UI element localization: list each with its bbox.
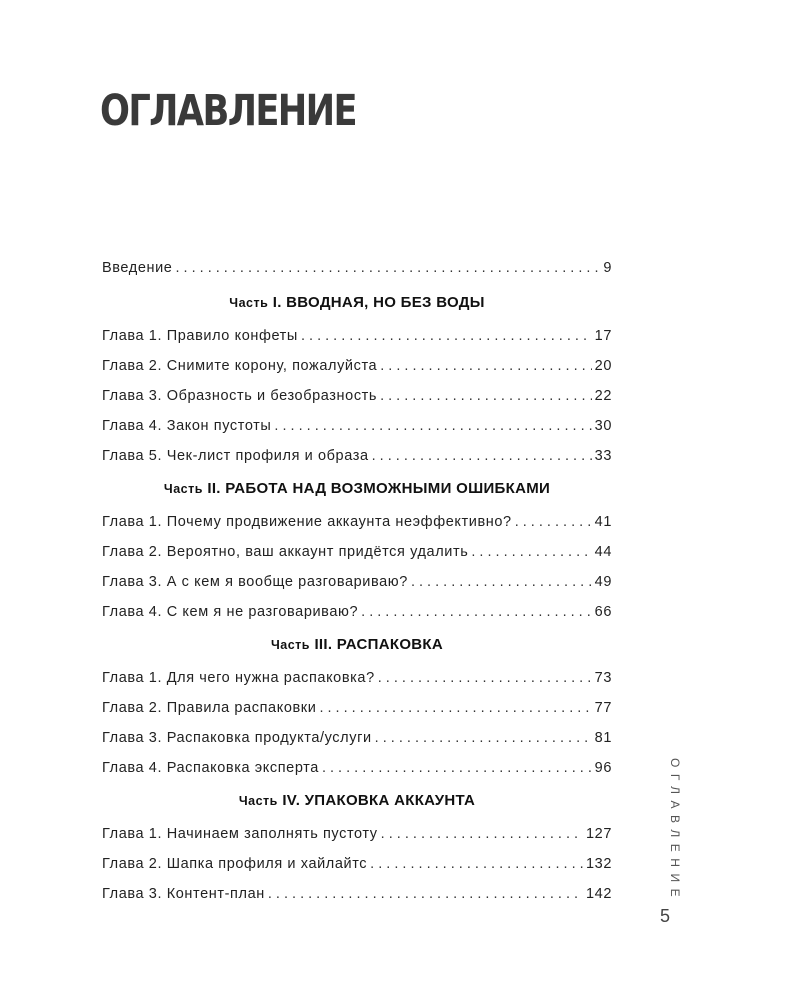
- table-of-contents: [102, 253, 612, 909]
- entry-label: Глава 1. Почему продвижение аккаунта неэффективно?: [102, 514, 512, 530]
- toc-entry: [102, 723, 612, 753]
- entry-page-number: 17: [594, 328, 612, 344]
- dot-leader: [301, 321, 592, 351]
- toc-entry: [102, 507, 612, 537]
- entry-page-number: 73: [594, 670, 612, 686]
- toc-entry: [102, 321, 612, 351]
- entry-label: Глава 1. Правило конфеты: [102, 328, 298, 344]
- entry-page-number: 96: [594, 760, 612, 776]
- toc-entry: [102, 879, 612, 909]
- entry-label: Введение: [102, 260, 173, 276]
- toc-entry: [102, 537, 612, 567]
- toc-entry: [102, 351, 612, 381]
- entry-label: Глава 3. Образность и безобразность: [102, 388, 378, 404]
- page-number: 5: [660, 906, 671, 926]
- dot-leader: [361, 597, 592, 627]
- part-heading: [102, 627, 612, 663]
- toc-entry: [102, 441, 612, 471]
- dot-leader: [274, 411, 591, 441]
- entry-label: Глава 2. Шапка профиля и хайлайтс: [102, 856, 368, 872]
- entry-label: Глава 2. Снимите корону, пожалуйста: [102, 358, 378, 374]
- toc-entry: [102, 693, 612, 723]
- toc-entry: [102, 663, 612, 693]
- dot-leader: [375, 723, 592, 753]
- part-prefix: Часть: [238, 794, 278, 808]
- part-title: III. РАСПАКОВКА: [314, 636, 444, 653]
- entry-label: Глава 4. С кем я не разговариваю?: [102, 604, 359, 620]
- dot-leader: [175, 253, 600, 283]
- entry-page-number: 33: [594, 448, 612, 464]
- entry-page-number: 127: [586, 826, 612, 842]
- entry-page-number: 81: [594, 730, 612, 746]
- dot-leader: [471, 537, 591, 567]
- entry-label: Глава 3. Контент-план: [102, 886, 265, 902]
- dot-leader: [322, 753, 592, 783]
- entry-label: Глава 1. Для чего нужна распаковка?: [102, 670, 375, 686]
- entry-page-number: 9: [603, 260, 612, 276]
- part-heading: [102, 471, 612, 507]
- entry-label: Глава 2. Правила распаковки: [102, 700, 317, 716]
- entry-page-number: 132: [586, 856, 612, 872]
- entry-label: Глава 3. Распаковка продукта/услуги: [102, 730, 372, 746]
- toc-entry: [102, 849, 612, 879]
- part-prefix: Часть: [270, 638, 310, 652]
- toc-entry: [102, 567, 612, 597]
- dot-leader: [370, 849, 583, 879]
- entry-label: Глава 3. А с кем я вообще разговариваю?: [102, 574, 408, 590]
- toc-entry-intro: [102, 253, 612, 283]
- part-title: II. РАБОТА НАД ВОЗМОЖНЫМИ ОШИБКАМИ: [207, 480, 551, 497]
- dot-leader: [268, 879, 583, 909]
- part-title: I. ВВОДНАЯ, НО БЕЗ ВОДЫ: [272, 294, 485, 311]
- running-header-vertical: ОГЛАВЛЕНИЕ: [668, 758, 682, 904]
- entry-page-number: 20: [594, 358, 612, 374]
- entry-label: Глава 1. Начинаем заполнять пустоту: [102, 826, 378, 842]
- toc-entry: [102, 819, 612, 849]
- toc-entry: [102, 753, 612, 783]
- part-heading: [102, 285, 612, 321]
- part-title: IV. УПАКОВКА АККАУНТА: [282, 792, 476, 809]
- toc-entry: [102, 597, 612, 627]
- entry-page-number: 66: [594, 604, 612, 620]
- entry-page-number: 77: [594, 700, 612, 716]
- dot-leader: [319, 693, 591, 723]
- dot-leader: [372, 441, 592, 471]
- page-title: ОГЛАВЛЕНИЕ: [100, 86, 356, 136]
- dot-leader: [411, 567, 592, 597]
- entry-page-number: 22: [594, 388, 612, 404]
- dot-leader: [380, 381, 592, 411]
- entry-page-number: 142: [586, 886, 612, 902]
- entry-label: Глава 4. Закон пустоты: [102, 418, 272, 434]
- part-heading: [102, 783, 612, 819]
- toc-entry: [102, 411, 612, 441]
- dot-leader: [378, 663, 592, 693]
- entry-page-number: 49: [594, 574, 612, 590]
- dot-leader: [380, 351, 591, 381]
- part-prefix: Часть: [163, 482, 203, 496]
- dot-leader: [381, 819, 583, 849]
- dot-leader: [515, 507, 592, 537]
- entry-page-number: 44: [594, 544, 612, 560]
- entry-label: Глава 4. Распаковка эксперта: [102, 760, 319, 776]
- entry-label: Глава 5. Чек-лист профиля и образа: [102, 448, 369, 464]
- entry-page-number: 30: [594, 418, 612, 434]
- entry-label: Глава 2. Вероятно, ваш аккаунт придётся удалить: [102, 544, 469, 560]
- part-prefix: Часть: [229, 296, 269, 310]
- toc-entry: [102, 381, 612, 411]
- entry-page-number: 41: [594, 514, 612, 530]
